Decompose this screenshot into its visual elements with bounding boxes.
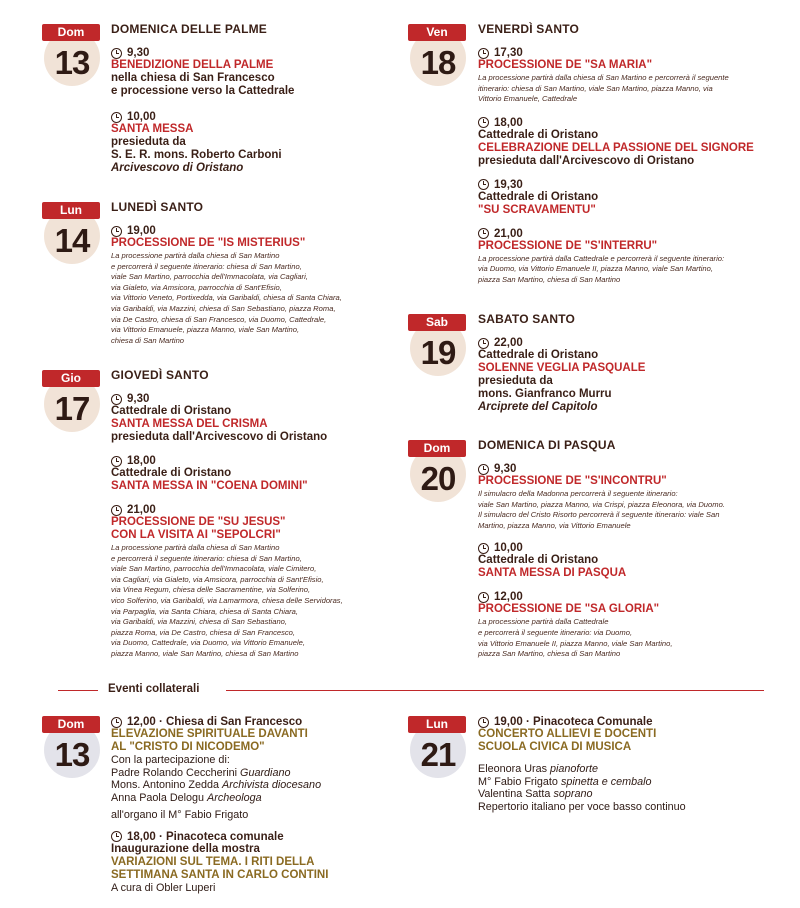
event-title: PROCESSIONE DE "S'INTERRU" bbox=[478, 239, 658, 252]
event-title: SANTA MESSA bbox=[111, 123, 194, 135]
day-name: Dom bbox=[42, 716, 100, 733]
event-time: 21,00 bbox=[494, 227, 523, 240]
day-number: 17 bbox=[54, 390, 90, 427]
event-time: 12,00 · Chiesa di San Francesco bbox=[127, 716, 303, 728]
clock-icon bbox=[111, 394, 122, 405]
event-route: La processione partirà dalla chiesa di San Martino e percorrerà il seguente itinerario: chiesa di San Martino, viale San Martino, parrocchia dell'Immacolata, viale Cimitero, via Cagliari, via Gialeto, via Amsicora, parrocchia di Sant'Efisio, via Vinea Regum, chiesa delle Sacramentine, via Solferino, vico Solferino, via Garibaldi, via Lamarmora, chiesa delle Servidoras, via Parpaglia, via Santa Chiara, chiesa di Santa Chiara, via Garibaldi, via Mazzini, chiesa di San Sebastiano, piazza Roma, via De Castro, chiesa di San Francesco, via Duomo, Cattedrale, via Duomo, via Vittorio Emanuele, piazza Manno, viale San Martino, chiesa di San Martino bbox=[111, 543, 343, 658]
event-detail: Cattedrale di Oristano bbox=[111, 467, 232, 479]
event bbox=[478, 228, 778, 286]
event-detail: mons. Gianfranco Murru bbox=[478, 388, 612, 400]
event-detail: Cattedrale di Oristano bbox=[478, 554, 599, 567]
event-detail: Cattedrale di Oristano bbox=[111, 405, 232, 417]
event-detail: e processione verso la Cattedrale bbox=[111, 85, 295, 97]
clock-icon bbox=[478, 543, 489, 554]
day-number: 19 bbox=[420, 334, 456, 371]
clock-icon bbox=[478, 48, 489, 59]
event-time: 10,00 bbox=[494, 542, 523, 555]
event bbox=[478, 179, 778, 217]
event bbox=[111, 393, 401, 444]
event-title: SANTA MESSA DEL CRISMA bbox=[111, 418, 268, 430]
event-route: La processione partirà dalla Cattedrale e percorrerà il seguente itinerario: via Duomo, via Vittorio Emanuele II, piazza Manno, viale San Martino, piazza San Martino, chiesa di San Martino bbox=[478, 253, 725, 284]
event-title: SANTA MESSA DI PASQUA bbox=[478, 567, 627, 580]
day-name: Lun bbox=[408, 716, 466, 733]
clock-icon bbox=[478, 592, 489, 603]
clock-icon bbox=[111, 48, 122, 59]
collateral-block-13 bbox=[111, 716, 401, 894]
event-time: 21,00 bbox=[127, 504, 156, 516]
day-block-14 bbox=[111, 200, 401, 346]
section-divider-right bbox=[226, 690, 764, 691]
event-detail: Arciprete del Capitolo bbox=[478, 401, 598, 413]
event-title: CELEBRAZIONE DELLA PASSIONE DEL SIGNORE bbox=[478, 141, 754, 154]
day-title: DOMENICA DI PASQUA bbox=[478, 438, 616, 452]
event-detail: Inaugurazione della mostra bbox=[111, 842, 260, 855]
event-detail: presieduta da bbox=[111, 136, 186, 148]
event-title: CONCERTO ALLIEVI E DOCENTI bbox=[478, 728, 657, 740]
event-detail: presieduta dall'Arcivescovo di Oristano bbox=[478, 154, 695, 167]
clock-icon bbox=[111, 226, 122, 237]
event bbox=[111, 111, 401, 175]
event-detail: presieduta dall'Arcivescovo di Oristano bbox=[111, 431, 328, 443]
day-number: 14 bbox=[54, 222, 90, 259]
event-detail: Cattedrale di Oristano bbox=[478, 190, 599, 203]
event-detail: nella chiesa di San Francesco bbox=[111, 72, 275, 84]
event-detail: S. E. R. mons. Roberto Carboni bbox=[111, 149, 282, 161]
clock-icon bbox=[111, 456, 122, 467]
clock-icon bbox=[111, 717, 122, 728]
clock-icon bbox=[478, 117, 489, 128]
day-title: LUNEDÌ SANTO bbox=[111, 200, 204, 214]
event-time: 12,00 bbox=[494, 591, 523, 604]
clock-icon bbox=[478, 464, 489, 475]
day-number: 20 bbox=[420, 460, 456, 497]
day-number: 21 bbox=[420, 736, 456, 773]
event-title: PROCESSIONE DE "SA GLORIA" bbox=[478, 603, 660, 616]
event-time: 19,00 · Pinacoteca Comunale bbox=[494, 716, 653, 728]
event-title: BENEDIZIONE DELLA PALME bbox=[111, 59, 274, 71]
event-detail: Arcivescovo di Oristano bbox=[111, 162, 244, 174]
event-title: SCUOLA CIVICA DI MUSICA bbox=[478, 741, 632, 753]
event-title: PROCESSIONE DE "IS MISTERIUS" bbox=[111, 237, 306, 249]
event-time: 19,30 bbox=[494, 178, 523, 191]
event-detail: Repertorio italiano per voce basso continuo bbox=[478, 800, 686, 813]
day-title: DOMENICA DELLE PALME bbox=[111, 22, 267, 36]
day-name: Ven bbox=[408, 24, 466, 41]
event bbox=[111, 455, 401, 493]
day-title: GIOVEDÌ SANTO bbox=[111, 368, 209, 382]
date-badge-14 bbox=[44, 203, 100, 264]
participant: Padre Rolando Ceccherini Guardiano bbox=[111, 766, 291, 779]
event-title: SETTIMANA SANTA IN CARLO CONTINI bbox=[111, 868, 329, 881]
day-block-13 bbox=[111, 22, 401, 175]
event-time: 19,00 bbox=[127, 225, 156, 237]
event-time: 18,00 bbox=[127, 455, 156, 467]
event-time: 10,00 bbox=[127, 111, 156, 123]
clock-icon bbox=[478, 228, 489, 239]
day-block-18 bbox=[478, 22, 778, 286]
event-time: 9,30 bbox=[127, 47, 150, 59]
event-detail: Cattedrale di Oristano bbox=[478, 349, 599, 361]
event-time: 18,00 · Pinacoteca comunale bbox=[127, 830, 284, 843]
event-detail: Cattedrale di Oristano bbox=[478, 128, 599, 141]
date-badge-17 bbox=[44, 371, 100, 432]
event bbox=[478, 47, 778, 105]
day-block-17 bbox=[111, 368, 401, 660]
day-block-20 bbox=[478, 438, 778, 660]
day-name: Dom bbox=[42, 24, 100, 41]
event-title: PROCESSIONE DE "SA MARIA" bbox=[478, 59, 653, 71]
participant: Eleonora Uras pianoforte bbox=[478, 763, 599, 775]
date-badge-c13 bbox=[44, 717, 100, 778]
participant: M° Fabio Frigato spinetta e cembalo bbox=[478, 775, 652, 788]
event bbox=[478, 117, 778, 168]
event-title: ELEVAZIONE SPIRITUALE DAVANTI bbox=[111, 728, 308, 740]
day-title: VENERDÌ SANTO bbox=[478, 22, 580, 36]
clock-icon bbox=[478, 717, 489, 728]
event-route: La processione partirà dalla chiesa di San Martino e percorrerà il seguente itinerario: chiesa di San Martino, viale San Martino, parrocchia dell'Immacolata, via Cagliari, via Gialeto, via Amsicora, parrocchia di Sant'Efisio, via Vittorio Veneto, Portixedda, via Garibaldi, chiesa di Santa Chiara, via Garibaldi, via Mazzini, chiesa di San Sebastiano, piazza Roma, via De Castro, chiesa di San Francesco, via Duomo, Cattedrale, via Vittorio Emanuele, piazza Manno, viale San Martino, chiesa di San Martino bbox=[111, 251, 342, 345]
day-number: 13 bbox=[54, 44, 90, 81]
event-title: "SU SCRAVAMENTU" bbox=[478, 203, 596, 216]
event-title: AL "CRISTO DI NICODEMO" bbox=[111, 741, 265, 753]
date-badge-19 bbox=[410, 315, 466, 376]
date-badge-18 bbox=[410, 25, 466, 86]
event-detail: all'organo il M° Fabio Frigato bbox=[111, 809, 249, 821]
clock-icon bbox=[111, 112, 122, 123]
event-title: VARIAZIONI SUL TEMA. I RITI DELLA bbox=[111, 855, 315, 868]
day-block-19 bbox=[478, 312, 778, 414]
date-badge-13 bbox=[44, 25, 100, 86]
event-route: La processione partirà dalla chiesa di San Martino e percorrerà il seguente itinerario: chiesa di San Martino, viale San Martino, piazza Manno, via Vittorio Emanuele, Cattedrale bbox=[478, 73, 729, 104]
section-heading: Eventi collaterali bbox=[108, 683, 200, 695]
participant: Valentina Satta soprano bbox=[478, 788, 593, 800]
event-route: Il simulacro della Madonna percorrerà il seguente itinerario: viale San Martino, piazza Manno, via Crispi, piazza Eleonora, via Duomo. Il simulacro del Cristo Risorto percorrerà il seguente itinerario: viale San Martino, piazza Manno, via Vittorio Emanuele bbox=[478, 489, 725, 530]
event-title: SANTA MESSA IN "COENA DOMINI" bbox=[111, 480, 308, 492]
event bbox=[111, 504, 401, 660]
day-number: 18 bbox=[420, 44, 456, 81]
event-detail: Con la partecipazione di: bbox=[111, 754, 230, 766]
clock-icon bbox=[478, 338, 489, 349]
day-number: 13 bbox=[54, 736, 90, 773]
event-time: 9,30 bbox=[494, 463, 517, 475]
event-time: 17,30 bbox=[494, 47, 523, 59]
section-divider-left bbox=[58, 690, 98, 691]
event bbox=[478, 463, 778, 531]
day-name: Dom bbox=[408, 440, 466, 457]
day-title: SABATO SANTO bbox=[478, 312, 576, 326]
event bbox=[111, 47, 401, 98]
event bbox=[478, 591, 778, 659]
event-detail: presieduta da bbox=[478, 375, 553, 387]
date-badge-c21 bbox=[410, 717, 466, 778]
collateral-block-21 bbox=[478, 716, 778, 813]
day-name: Gio bbox=[42, 370, 100, 387]
day-name: Sab bbox=[408, 314, 466, 331]
event-time: 9,30 bbox=[127, 393, 150, 405]
event-title: CON LA VISITA AI "SEPOLCRI" bbox=[111, 529, 281, 541]
event bbox=[478, 542, 778, 580]
event-title: SOLENNE VEGLIA PASQUALE bbox=[478, 362, 646, 374]
clock-icon bbox=[111, 505, 122, 516]
event-detail: A cura di Obler Luperi bbox=[111, 881, 216, 894]
clock-icon bbox=[111, 831, 122, 842]
participant: Mons. Antonino Zedda Archivista diocesano bbox=[111, 779, 322, 791]
event-title: PROCESSIONE DE "SU JESUS" bbox=[111, 516, 286, 528]
day-name: Lun bbox=[42, 202, 100, 219]
date-badge-20 bbox=[410, 441, 466, 502]
event bbox=[478, 337, 778, 414]
event-title: PROCESSIONE DE "S'INCONTRU" bbox=[478, 475, 667, 487]
event-time: 22,00 bbox=[494, 337, 523, 349]
event-route: La processione partirà dalla Cattedrale e percorrerà il seguente itinerario: via Duomo, via Vittorio Emanuele II, piazza Manno, viale San Martino, piazza San Martino, chiesa di San Martino bbox=[478, 617, 673, 659]
participant: Anna Paola Delogu Archeologa bbox=[111, 791, 262, 804]
event-time: 18,00 bbox=[494, 116, 523, 129]
event bbox=[111, 225, 401, 346]
clock-icon bbox=[478, 179, 489, 190]
